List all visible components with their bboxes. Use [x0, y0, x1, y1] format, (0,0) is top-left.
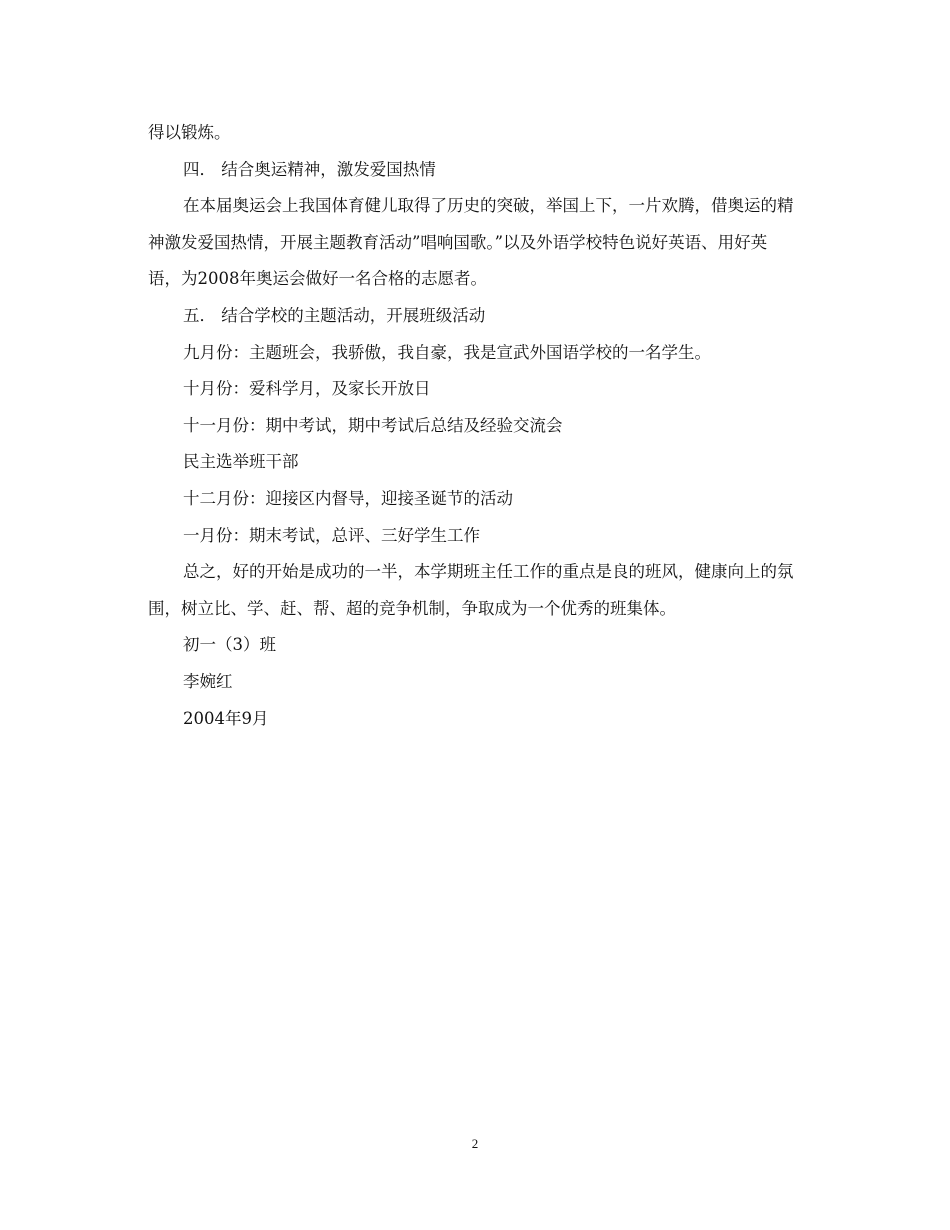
plan-item-january: 一月份：期末考试，总评、三好学生工作 — [183, 525, 480, 545]
signature-author: 李婉红 — [183, 671, 233, 691]
plan-item-december: 十二月份：迎接区内督导，迎接圣诞节的活动 — [183, 488, 513, 508]
plan-item-september: 九月份：主题班会，我骄傲，我自豪，我是宣武外国语学校的一名学生。 — [183, 342, 711, 362]
section-heading-5: 五． 结合学校的主题活动，开展班级活动 — [183, 305, 486, 325]
document-body — [148, 115, 800, 737]
plan-item-election: 民主选举班干部 — [183, 452, 299, 472]
paragraph-summary: 总之，好的开始是成功的一半，本学期班主任工作的重点是良的班风，健康向上的氛围，树立比、学、赶、帮、超的竞争机制，争取成为一个优秀的班集体。 — [148, 562, 794, 618]
section-heading-4: 四． 结合奥运精神，激发爱国热情 — [183, 159, 436, 179]
page-number: 2 — [471, 1136, 479, 1151]
plan-item-november: 十一月份：期中考试，期中考试后总结及经验交流会 — [183, 415, 563, 435]
plan-item-october: 十月份：爱科学月，及家长开放日 — [183, 379, 431, 399]
paragraph-continuation: 得以锻炼。 — [148, 123, 231, 142]
paragraph-olympics: 在本届奥运会上我国体育健儿取得了历史的突破，举国上下，一片欢腾，借奥运的精神激发爱国热情，开展主题教育活动”唱响国歌。”以及外语学校特色说好英语、用好英语，为2008年奥运会做好一名合格的志愿者。 — [148, 196, 794, 289]
signature-class: 初一（3）班 — [183, 635, 276, 655]
signature-date: 2004年9月 — [183, 708, 269, 728]
